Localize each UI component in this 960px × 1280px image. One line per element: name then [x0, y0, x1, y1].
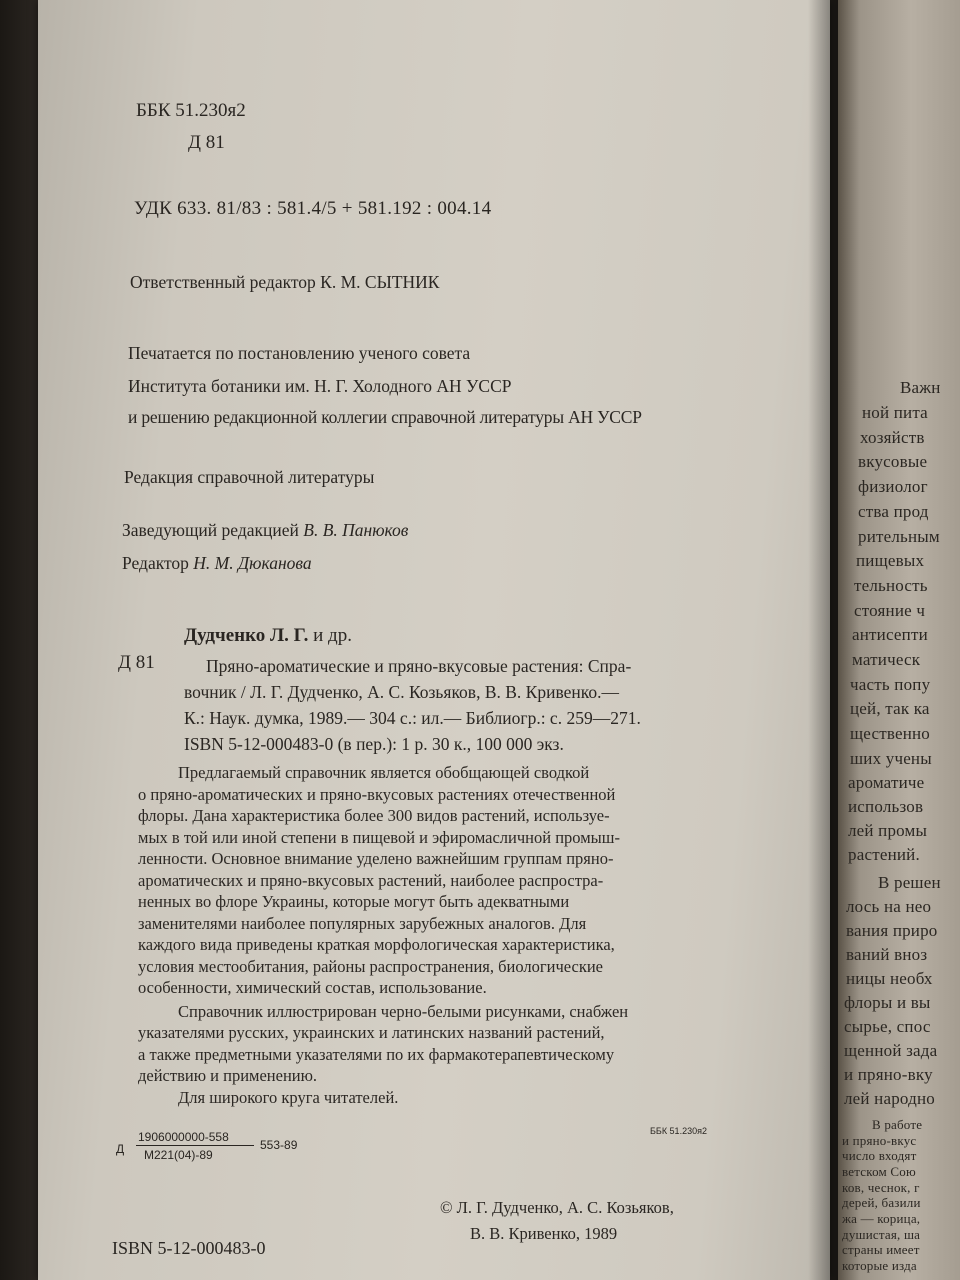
editor-label: Редактор	[122, 553, 189, 573]
annotation-line: ленности. Основное внимание уделено важнейшим группам пряно-	[138, 849, 614, 868]
facing-line: ваний вноз	[846, 945, 928, 964]
head-of-edition	[122, 520, 408, 541]
annotation-line: действию и применению.	[138, 1066, 318, 1085]
author-mark: Д 81	[188, 132, 225, 153]
facing-line: Важн	[900, 378, 941, 397]
facing-line: и пряно-вкус	[842, 1132, 917, 1148]
facing-line: использов	[848, 797, 924, 816]
facing-line: ветском Сою	[842, 1164, 916, 1179]
facing-line: антисепти	[852, 625, 928, 644]
catalog-line-4: ISBN 5-12-000483-0 (в пер.): 1 р. 30 к., 100 000 экз.	[184, 734, 564, 754]
code-denominator: М221(04)-89	[144, 1148, 213, 1162]
annotation-line: а также предметными указателями по их фармакотерапевтическому	[138, 1044, 615, 1064]
copyright-page	[38, 0, 830, 1280]
facing-line: физиолог	[858, 477, 928, 496]
facing-line: ароматиче	[848, 773, 925, 792]
facing-line: тельность	[854, 576, 928, 595]
catalog-line-1: Пряно-ароматические и пряно-вкусовые растения: Спра-	[206, 656, 632, 676]
responsible-editor-label: Ответственный редактор	[130, 272, 316, 292]
facing-line: пищевых	[856, 551, 925, 570]
annotation-line: мых в той или иной степени в пищевой и эфиромасличной промыш-	[138, 827, 620, 847]
responsible-editor	[130, 272, 439, 293]
catalog-mark: Д 81	[118, 652, 155, 673]
responsible-editor-name: К. М. СЫТНИК	[320, 272, 440, 292]
facing-line: ницы необх	[846, 969, 933, 988]
code-prefix: Д	[116, 1142, 125, 1156]
facing-line: матическ	[852, 650, 921, 669]
facing-line: ков, чеснок, г	[842, 1179, 920, 1195]
annotation	[138, 762, 748, 1108]
editor	[122, 553, 312, 574]
facing-line: лей народно	[844, 1089, 935, 1108]
approval-line-2: Института ботаники им. Н. Г. Холодного АН УССР	[128, 376, 512, 396]
annotation-line: особенности, химический состав, использование.	[138, 978, 487, 997]
facing-line: лей промы	[848, 821, 928, 840]
catalog-line-3: К.: Наук. думка, 1989.— 304 с.: ил.— Библиогр.: с. 259—271.	[184, 708, 641, 728]
facing-line: число входят	[842, 1148, 917, 1164]
catalog-author	[184, 625, 352, 647]
annotation-line: условия местообитания, районы распространения, биологические	[138, 956, 604, 976]
catalog-line-2: вочник / Л. Г. Дудченко, А. С. Козьяков, В. В. Кривенко.—	[184, 682, 619, 702]
approval-line-3: и решению редакционной коллегии справочной литературы АН УССР	[128, 407, 642, 427]
facing-line: часть попу	[850, 675, 931, 694]
edition-name: Редакция справочной литературы	[124, 467, 375, 487]
annotation-line: Предлагаемый справочник является обобщающей сводкой	[178, 763, 590, 782]
facing-line: лось на нео	[846, 897, 932, 916]
facing-line: щественно	[850, 724, 931, 743]
facing-line: цей, так ка	[850, 699, 930, 718]
facing-line: В работе	[872, 1117, 923, 1132]
facing-line: которые изда	[842, 1258, 917, 1273]
facing-line: страны имеет	[842, 1242, 920, 1258]
copyright-line-1: © Л. Г. Дудченко, А. С. Козьяков,	[440, 1198, 674, 1217]
page-gutter-shadow	[808, 0, 838, 1280]
audience-line: Для широкого круга читателей.	[178, 1087, 399, 1107]
facing-line: растений.	[848, 845, 920, 864]
facing-line: ства прод	[858, 502, 929, 521]
facing-line: флоры и вы	[844, 993, 931, 1012]
facing-line: В решен	[878, 873, 941, 892]
annotation-line: ненных во флоре Украины, которые могут быть адекватными	[138, 892, 570, 911]
bbk-code: ББК 51.230я2	[136, 100, 246, 121]
annotation-line: каждого вида приведены краткая морфологическая характеристика,	[138, 935, 615, 954]
code-fraction-bar	[136, 1145, 254, 1146]
head-name: В. В. Панюков	[303, 520, 409, 540]
facing-line: рительным	[858, 527, 940, 546]
annotation-line: заменителями наиболее популярных зарубежных аналогов. Для	[138, 913, 587, 933]
catalog-author-suffix: и др.	[313, 625, 352, 646]
udk-code: УДК 633. 81/83 : 581.4/5 + 581.192 : 004.14	[134, 198, 492, 219]
annotation-line: ароматических и пряно-вкусовых растений, наиболее распростра-	[138, 870, 604, 890]
code-suffix: 553-89	[260, 1138, 298, 1152]
facing-line: ной пита	[862, 403, 928, 422]
facing-line: дерей, базили	[842, 1195, 921, 1211]
annotation-line: о пряно-ароматических и пряно-вкусовых растениях отечественной	[138, 784, 616, 804]
facing-line: вания приро	[846, 921, 938, 940]
annotation-line: флоры. Дана характеристика более 300 видов растений, используе-	[138, 806, 610, 825]
isbn-bottom: ISBN 5-12-000483-0	[112, 1238, 266, 1258]
facing-line: хозяйств	[860, 428, 925, 447]
annotation-line: Справочник иллюстрирован черно-белыми рисунками, снабжен	[178, 1001, 629, 1021]
copyright-line-2: В. В. Кривенко, 1989	[470, 1224, 618, 1243]
facing-line: сырье, спос	[844, 1017, 931, 1036]
approval-line-1: Печатается по постановлению ученого совета	[128, 343, 471, 363]
facing-line: ших учены	[850, 749, 932, 768]
facing-page	[838, 0, 960, 1280]
facing-line: душистая, ша	[842, 1226, 921, 1242]
code-numerator: 1906000000-558	[138, 1130, 229, 1144]
editor-name: Н. М. Дюканова	[193, 553, 312, 573]
head-label: Заведующий редакцией	[122, 520, 299, 540]
facing-line: жа — корица,	[842, 1211, 921, 1226]
catalog-author-name: Дудченко Л. Г.	[184, 625, 309, 646]
annotation-line: указателями русских, украинских и латинских названий растений,	[138, 1023, 605, 1042]
facing-line: вкусовые	[858, 452, 928, 471]
bbk-small: ББК 51.230я2	[650, 1126, 707, 1136]
facing-line: щенной зада	[844, 1041, 938, 1060]
facing-line: и пряно-вку	[844, 1065, 933, 1084]
facing-line: стояние ч	[854, 601, 926, 620]
